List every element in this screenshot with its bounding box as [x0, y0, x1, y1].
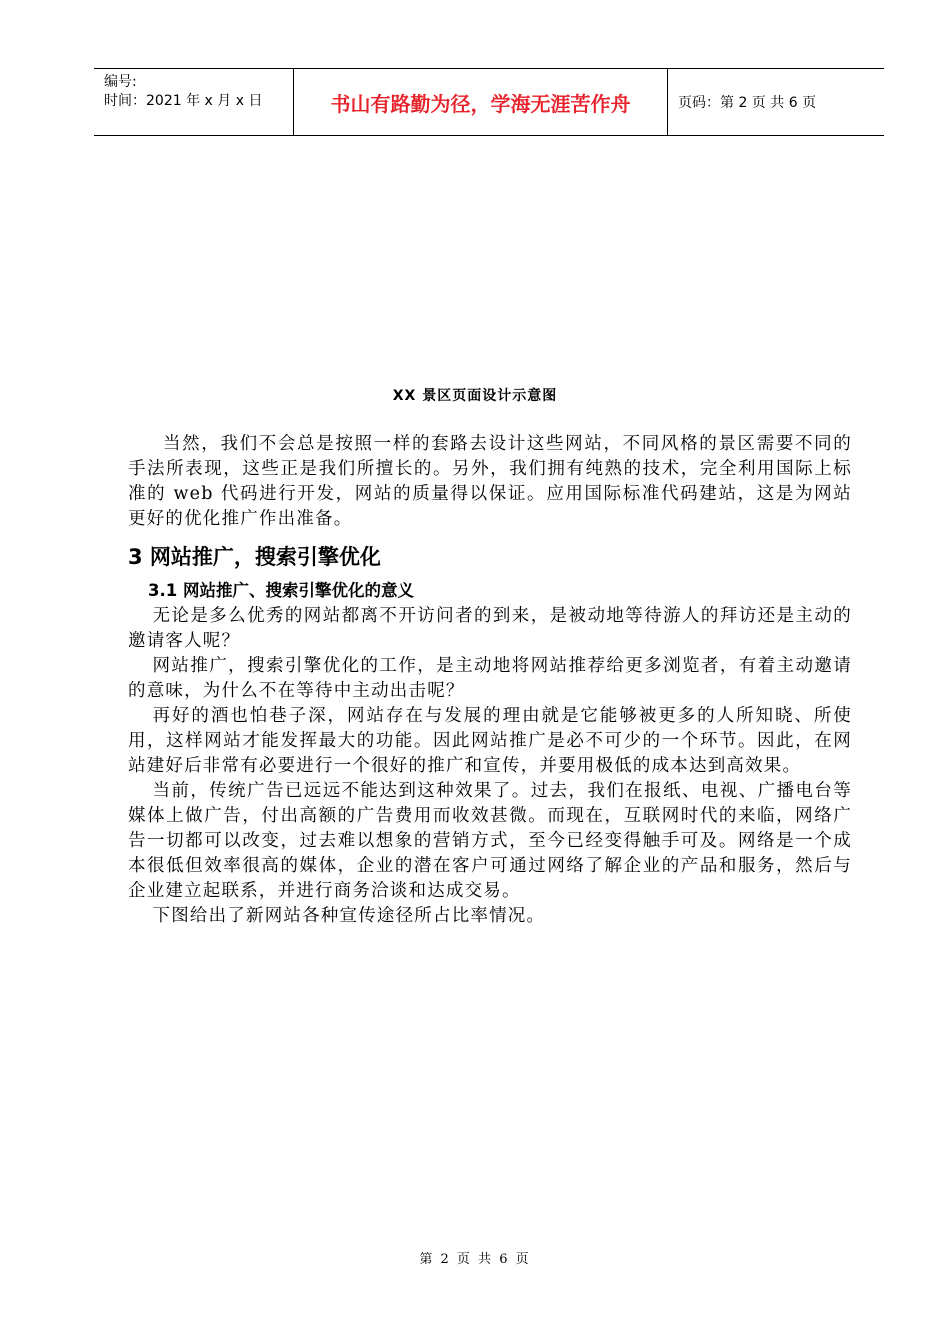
body-paragraph: 网站推广，搜索引擎优化的工作，是主动地将网站推荐给更多浏览者，有着主动邀请的意味，为什么不在等待中主动出击呢？ — [128, 656, 852, 701]
header-motto-cell — [294, 69, 668, 135]
header-page-cell — [668, 69, 884, 135]
body-paragraph: 当前，传统广告已远远不能达到这种效果了。过去，我们在报纸、电视、广播电台等媒体上做广告，付出高额的广告费用而收效甚微。而现在，互联网时代的来临，网络广告一切都可以改变，过去难以想象的营销方式，至今已经变得触手可及。网络是一个成本很低但效率很高的媒体，企业的潜在客户可通过网络了解企业的产品和服务，然后与企业建立起联系，并进行商务洽谈和达成交易。 — [128, 781, 852, 901]
intro-paragraph: 当然，我们不会总是按照一样的套路去设计这些网站，不同风格的景区需要不同的手法所表现，这些正是我们所擅长的。另外，我们拥有纯熟的技术，完全利用国际上标准的 web 代码进行开发，网站的质量得以保证。应用国际标准代码建站，这是为网站更好的优化推广作出准备。 — [128, 434, 852, 529]
section-heading: 3 网站推广，搜索引擎优化 — [128, 545, 381, 569]
time-label: 时间：2021 年 x 月 x 日 — [104, 93, 263, 109]
header-meta-cell — [94, 69, 294, 135]
document-body — [128, 432, 852, 929]
page-info: 页码：第 2 页 共 6 页 — [678, 95, 817, 111]
body-paragraph: 无论是多么优秀的网站都离不开访问者的到来，是被动地等待游人的拜访还是主动的邀请客人呢？ — [128, 606, 852, 651]
page-header — [94, 68, 884, 136]
subsection-heading: 3.1 网站推广、搜索引擎优化的意义 — [148, 581, 414, 600]
serial-label: 编号: — [104, 74, 137, 90]
figure-caption: XX 景区页面设计示意图 — [392, 388, 558, 404]
page-footer: 第 2 页 共 6 页 — [419, 1252, 531, 1267]
body-paragraph: 再好的酒也怕巷子深，网站存在与发展的理由就是它能够被更多的人所知晓、所使用，这样网站才能发挥最大的功能。因此网站推广是必不可少的一个环节。因此，在网站建好后非常有必要进行一个很好的推广和宣传，并要用极低的成本达到高效果。 — [128, 706, 852, 776]
motto-text: 书山有路勤为径，学海无涯苦作舟 — [330, 91, 631, 116]
body-paragraph: 下图给出了新网站各种宣传途径所占比率情况。 — [152, 906, 546, 926]
